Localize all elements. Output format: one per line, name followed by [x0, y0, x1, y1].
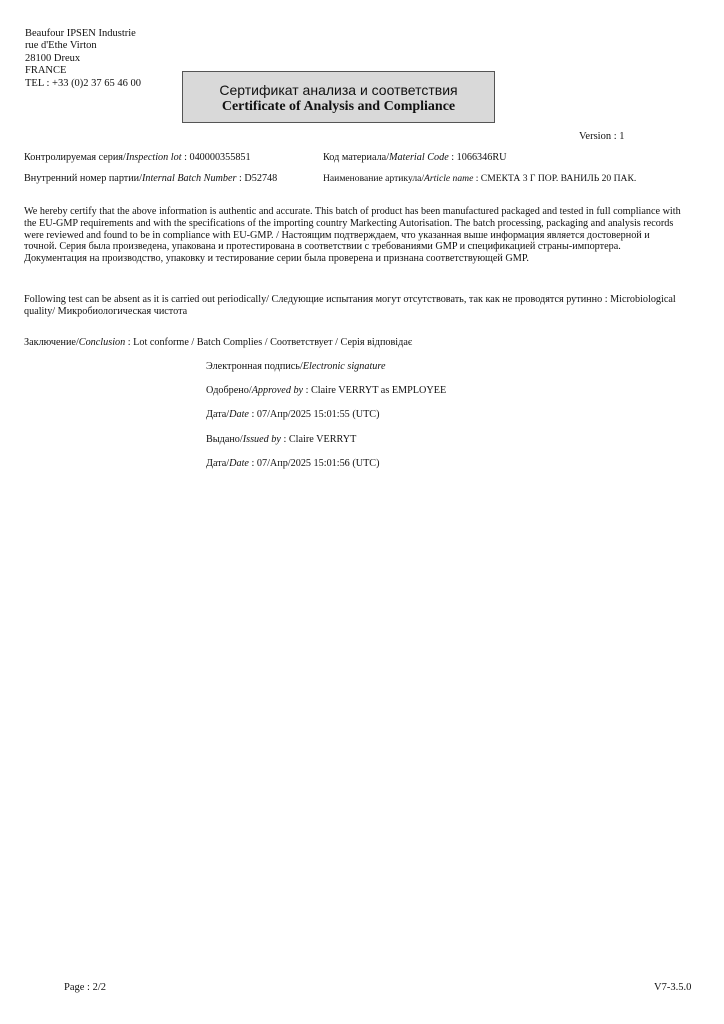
inspection-lot-field: [24, 152, 251, 163]
issued-label-en: Issued by: [242, 434, 281, 445]
inspection-lot-label-en: Inspection lot: [125, 152, 182, 163]
material-code-label-ru: Код материала/: [323, 152, 390, 163]
inspection-lot-value: : 040000355851: [181, 152, 251, 163]
title-russian: Сертификат анализа и соответствия: [219, 82, 458, 98]
approved-date-line: [206, 409, 379, 420]
approved-by-value: : Claire VERRYT as EMPLOYEE: [303, 385, 447, 396]
date-label-ru: Дата/: [206, 409, 230, 420]
page-number: Page : 2/2: [64, 982, 106, 993]
date-label-en: Date: [229, 409, 249, 420]
article-name-field: [323, 173, 636, 184]
certification-statement: We hereby certify that the above information is authentic and accurate. This batch of product has been manufactured packaged and tested in full compliance with the EU-GMP requirements and with the specifications of the importing country Markecting Autorisation. The batch processing, packaging and analysis records were reviewed and found to be in compliance with EU-GMP. / Настоящим подтверждаем, что указанная выше информация является достоверной и точной. Серия была произведена, упакована и протестирована в соответствии с требованиями GMP и спецификацией страны-импортера. Документация на производство, упаковку и тестирование серии была проверена и признана соответствующей GMP.: [24, 206, 681, 265]
conclusion-line: [24, 337, 412, 348]
approved-label-en: Approved by: [251, 385, 304, 396]
date-label-ru: Дата/: [206, 458, 230, 469]
material-code-value: : 1066346RU: [448, 152, 507, 163]
issued-label-ru: Выдано/: [206, 434, 243, 445]
batch-label-ru: Внутренний номер партии/: [24, 173, 142, 184]
periodic-test-note: Following test can be absent as it is carried out periodically/ Следующие испытания могут отсутствовать, так как не проводятся рутинно : Microbiological quality/ Микробиологическая чистота: [24, 294, 676, 317]
issued-by-value: : Claire VERRYT: [280, 434, 357, 445]
inspection-lot-label-ru: Контролируемая серия/: [24, 152, 126, 163]
approved-date-value: : 07/Апр/2025 15:01:55 (UTC): [248, 409, 380, 420]
issued-by-line: [206, 434, 356, 445]
conclusion-label-en: Conclusion: [78, 337, 126, 348]
esig-label-ru: Электронная подпись/: [206, 361, 303, 372]
address-line: Beaufour IPSEN Industrie: [25, 28, 136, 39]
approved-by-line: [206, 385, 446, 396]
address-line: FRANCE: [25, 65, 67, 77]
batch-value: : D52748: [236, 173, 278, 184]
article-value: : СМЕКТА 3 Г ПОР. ВАНИЛЬ 20 ПАК.: [473, 173, 637, 184]
title-english: Certificate of Analysis and Compliance: [221, 99, 456, 114]
batch-label-en: Internal Batch Number: [141, 173, 237, 184]
conclusion-value: : Lot conforme / Batch Complies / Соответствует / Серія відповідає: [125, 337, 413, 348]
electronic-signature-heading: [206, 361, 386, 372]
conclusion-label-ru: Заключение/: [24, 337, 79, 348]
company-address: [25, 28, 141, 90]
date-label-en: Date: [229, 458, 249, 469]
approved-label-ru: Одобрено/: [206, 385, 252, 396]
document-version: V7-3.5.0: [654, 982, 692, 993]
issued-date-line: [206, 458, 379, 469]
article-label-ru: Наименование артикула/: [323, 173, 425, 184]
address-phone: TEL : +33 (0)2 37 65 46 00: [25, 77, 142, 89]
esig-label-en: Electronic signature: [302, 361, 386, 372]
article-label-en: Article name: [424, 173, 474, 184]
certificate-title-box: [182, 71, 495, 123]
material-code-field: [323, 152, 506, 163]
batch-number-field: [24, 173, 277, 184]
issued-date-value: : 07/Апр/2025 15:01:56 (UTC): [248, 458, 380, 469]
version-label: Version : 1: [579, 131, 625, 142]
address-line: rue d'Ethe Virton: [25, 40, 97, 52]
address-line: 28100 Dreux: [25, 52, 81, 64]
material-code-label-en: Material Code: [389, 152, 449, 163]
